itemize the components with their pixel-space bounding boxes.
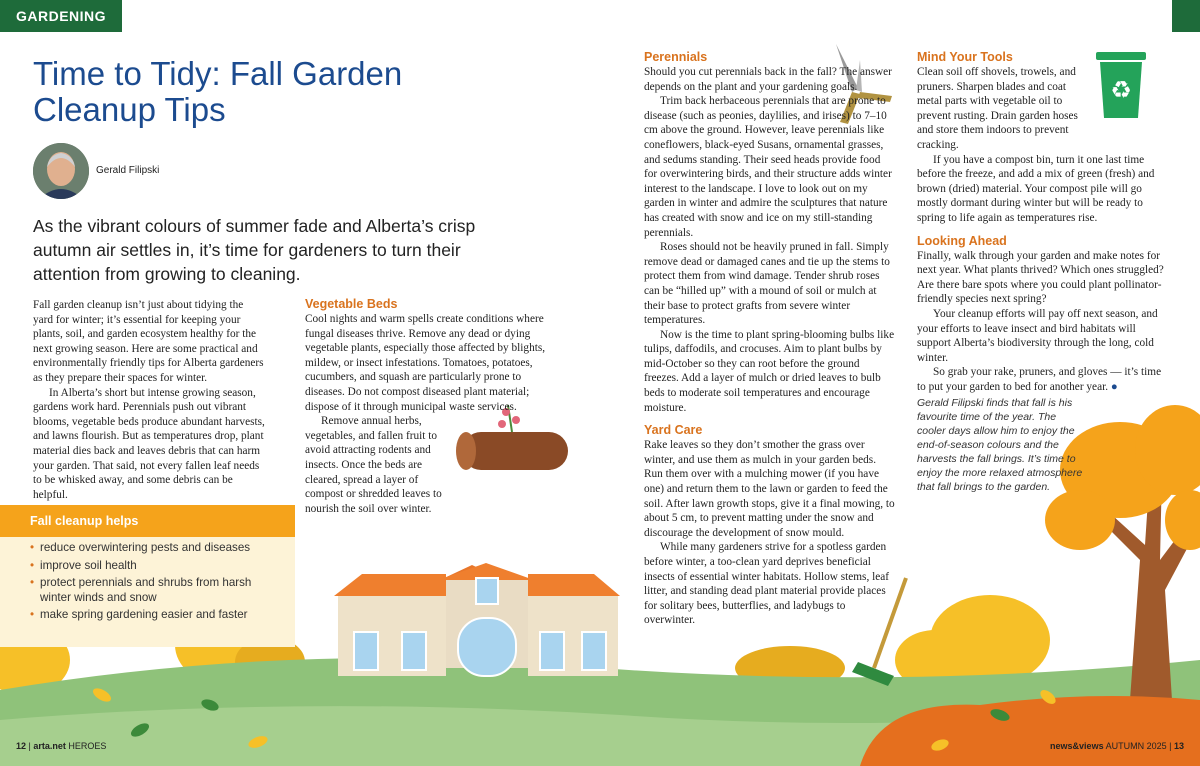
body-paragraph: Remove annual herbs, vegetables, and fallen fruit to avoid attracting rodents and insects. Once the beds are cleared, spread a layer of compost or shredded leaves to nourish the soil over winter. bbox=[305, 415, 442, 515]
body-paragraph: Finally, walk through your garden and make notes for next year. What plants thrived? Which ones struggled? Are there bare spots where you could plant pollinator-friendly species next spring? bbox=[917, 249, 1164, 306]
closing-text: So grab your rake, pruners, and gloves — it’s time to put your garden to bed for another year. bbox=[917, 366, 1162, 393]
author-name: Gerald Filipski bbox=[96, 165, 160, 176]
callout-heading: Fall cleanup helps bbox=[0, 505, 295, 537]
heading-vegetable-beds: Vegetable Beds bbox=[305, 297, 398, 311]
body-paragraph: Roses should not be heavily pruned in fall. Simply remove dead or damaged canes and tie up the stems to protect them from wind damage. Tender shrub roses can be “hilled up” with a mound of soil or mulch at their base to protect grafts from severe winter temperatures. bbox=[644, 241, 890, 327]
body-paragraph: Your cleanup efforts will pay off next season, and your efforts to leave insect and bird habitats will support Alberta’s biodiversity through the long, cold winter. bbox=[917, 307, 1158, 364]
body-paragraph: Now is the time to plant spring-blooming bulbs like tulips, daffodils, and crocuses. Aim to plant bulbs by mid-October so they can root before the ground freezes. Add a layer of mulch or dried leaves to bulb beds to moderate soil temperatures and encourage moisture. bbox=[644, 328, 895, 414]
section-label: GARDENING bbox=[0, 0, 122, 32]
callout-item: • make spring gardening easier and faster bbox=[30, 608, 280, 623]
page-number-left: 12 bbox=[16, 741, 27, 751]
heading-yard-care: Yard Care bbox=[644, 423, 703, 438]
callout-item: • reduce overwintering pests and diseases bbox=[30, 541, 280, 556]
body-paragraph bbox=[917, 365, 1167, 394]
footer-divider: | bbox=[1169, 741, 1174, 751]
column-2 bbox=[305, 297, 547, 516]
callout-item: • protect perennials and shrubs from harsh winter winds and snow bbox=[30, 576, 280, 605]
body-paragraph: Trim back herbaceous perennials that are prone to disease (such as peonies, daylilies, and irises) to 7–10 cm above the ground. However, leave perennials like coneflowers, black-eyed Susans, ornamental grasses, and sedums standing. Their seed heads provide food for overwintering birds, and their structure adds winter interest to the landscape. I love to look out on my garden in winter and admire the sculptures that nature has created with snow and ice on my still-standing perennials. bbox=[644, 95, 892, 239]
footer-divider: | bbox=[28, 741, 34, 751]
column-3 bbox=[644, 50, 896, 628]
house bbox=[334, 563, 620, 676]
heading-perennials: Perennials bbox=[644, 50, 708, 64]
body-paragraph: Cool nights and warm spells create conditions where fungal diseases thrive. Remove any dead or dying vegetable plants, especially those affected by blights, mildew, or insect infestations. Tomatoes, potatoes, cucumbers, and squash are particularly prone to diseases. Do not compost diseased plant material; dispose of it through municipal waste services. bbox=[305, 313, 546, 413]
author-bio: Gerald Filipski finds that fall is his favourite time of the year. The cooler days allow him to enjoy the end-of-season colours and the harvests the fall brings. It’s time to enjoy the more relaxed atmosphere that fall brings to the garden. bbox=[917, 397, 1083, 493]
callout-list bbox=[30, 541, 280, 626]
body-paragraph: Rake leaves so they don’t smother the grass over winter, and use them as mulch in your garden beds. Run them over with a mulching mower (if you have one) and return them to the lawn or garden to feed the soil. After lawn growth stops, give it a final mowing, to about 5 cm, to prevent matting under the snow and discourage the development of snow mould. bbox=[644, 439, 895, 539]
page-number-right: 13 bbox=[1173, 741, 1184, 751]
footer-issue: AUTUMN 2025 bbox=[1105, 741, 1167, 751]
corner-tab bbox=[1172, 0, 1200, 32]
heading-mind-your-tools: Mind Your Tools bbox=[917, 50, 1013, 64]
body-paragraph: Fall garden cleanup isn’t just about tidying the yard for winter; it’s essential for keeping your plants, soil, and garden ecosystem healthy for the next growing season. Here are some practical and environmentally friendly tips for Alberta gardeners as they prepare their spaces for winter. bbox=[33, 299, 264, 384]
footer-section: HEROES bbox=[68, 741, 107, 751]
body-paragraph: Should you cut perennials back in the fall? The answer depends on the plant and your gardening goals. bbox=[644, 66, 892, 93]
svg-text:♻: ♻ bbox=[1110, 76, 1132, 104]
end-mark-icon: ● bbox=[1110, 380, 1118, 393]
footer-right bbox=[1050, 741, 1184, 751]
callout-item: • improve soil health bbox=[30, 559, 280, 574]
intro-paragraph: As the vibrant colours of summer fade and Alberta’s crisp autumn air settles in, it’s time for gardeners to turn their attention from growing to cleaning. bbox=[33, 216, 476, 284]
footer-brand: news&views bbox=[1050, 741, 1104, 751]
column-1 bbox=[33, 298, 265, 502]
article-title: Time to Tidy: Fall Garden Cleanup Tips bbox=[33, 55, 403, 128]
heading-looking-ahead: Looking Ahead bbox=[917, 233, 1007, 248]
footer-site: arta.net bbox=[33, 741, 66, 751]
author-avatar bbox=[33, 143, 89, 199]
body-paragraph: Clean soil off shovels, trowels, and pruners. Sharpen blades and coat metal parts with vegetable oil to prevent rusting. Drain garden hoses and store them indoors to prevent cracking. bbox=[917, 66, 1078, 151]
footer-left bbox=[16, 741, 106, 751]
column-4 bbox=[917, 50, 1167, 394]
body-paragraph: If you have a compost bin, turn it one last time before the freeze, and add a mix of green (fresh) and brown (dried) material. Your compost pile will go mostly dormant during winter but will be ready to spring to life again as temperatures rise. bbox=[917, 153, 1155, 224]
body-paragraph: While many gardeners strive for a spotless garden before winter, a too-clean yard deprives beneficial insects of essential winter habitats. Hollow stems, leaf litter, and standing dead plant material provide places for solitary bees, butterflies, and ladybugs to overwinter. bbox=[644, 541, 890, 627]
body-paragraph: In Alberta’s short but intense growing season, gardens work hard. Perennials push out vibrant blooms, vegetable beds produce abundant harvests, and lawns flourish. But as temperatures drop, plant material dies back and leaves debris that can harm your garden. That said, not every fallen leaf needs to be whisked away, and some debris can be helpful. bbox=[33, 386, 265, 501]
